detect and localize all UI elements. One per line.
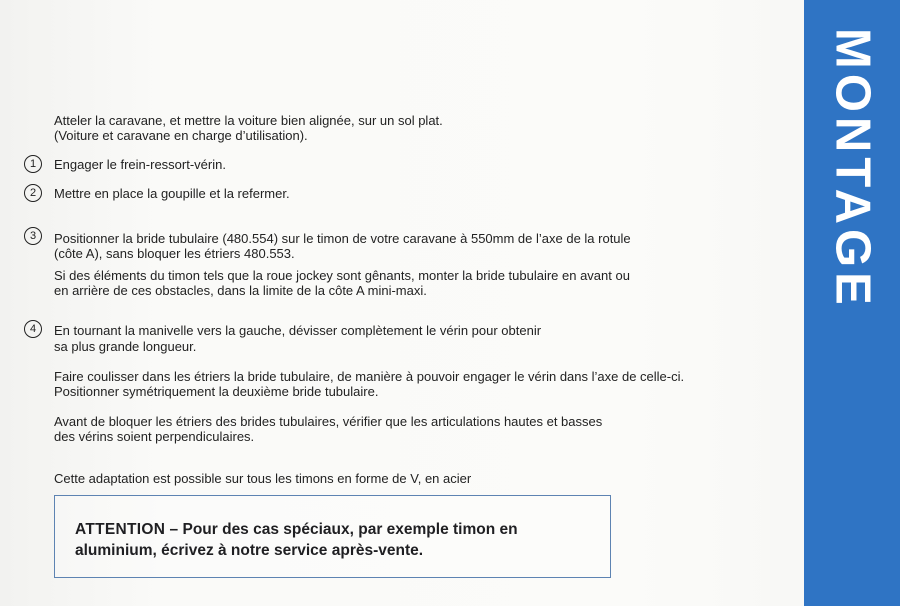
step-number-1: 1 [24,155,42,173]
step-4-line-2: sa plus grande longueur. [54,339,197,354]
intro-line-2: (Voiture et caravane en charge d’utilisation). [54,128,308,143]
attention-text [75,519,600,561]
step-3-line-4: en arrière de ces obstacles, dans la limite de la côte A mini-maxi. [54,283,427,298]
step-3-line-1: Positionner la bride tubulaire (480.554) sur le timon de votre caravane à 550mm de l’axe de la rotule [54,231,631,246]
step-number-3: 3 [24,227,42,245]
step-2-text: Mettre en place la goupille et la refermer. [54,186,290,201]
intro-line-1: Atteler la caravane, et mettre la voiture bien alignée, sur un sol plat. [54,113,443,128]
attention-separator: – [165,521,183,538]
paragraph-2-line-2: des vérins soient perpendiculaires. [54,429,255,444]
section-title [804,28,900,348]
paragraph-3: Cette adaptation est possible sur tous les timons en forme de V, en acier [54,471,472,486]
step-3-line-2: (côte A), sans bloquer les étriers 480.553. [54,246,295,261]
step-3-line-3: Si des éléments du timon tels que la roue jockey sont gênants, monter la bride tubulaire en avant ou [54,268,630,283]
section-title-text: MONTAGE [825,28,880,310]
step-number-4: 4 [24,320,42,338]
paragraph-1-line-2: Positionner symétriquement la deuxième bride tubulaire. [54,384,379,399]
paragraph-1-line-1: Faire coulisser dans les étriers la bride tubulaire, de manière à pouvoir engager le vérin dans l’axe de celle-ci. [54,369,685,384]
step-4-line-1: En tournant la manivelle vers la gauche, dévisser complètement le vérin pour obtenir [54,323,542,338]
paragraph-2-line-1: Avant de bloquer les étriers des brides tubulaires, vérifier que les articulations hautes et basses [54,414,603,429]
attention-label: ATTENTION [75,521,166,538]
attention-message: Pour des cas spéciaux, par exemple timon en aluminium, écrivez à notre service après-vente. [75,521,518,559]
step-1-text: Engager le frein-ressort-vérin. [54,157,226,172]
step-number-2: 2 [24,184,42,202]
attention-box [54,495,611,578]
